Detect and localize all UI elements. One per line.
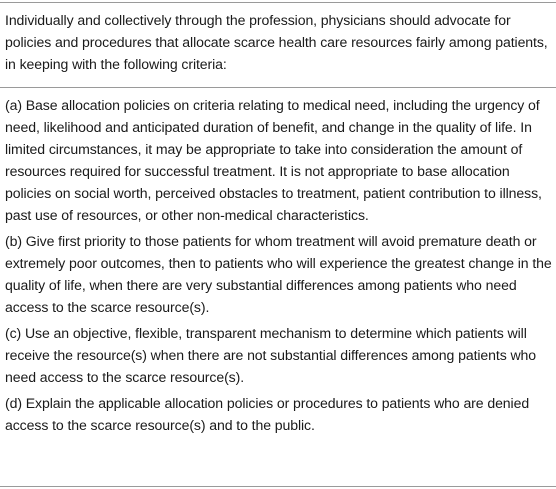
intro-paragraph: Individually and collectively through the profession, physicians should advocate for policies and procedures that allocate scarce health care resources fairly among patients, in keeping with the following criteria: (5, 12, 548, 72)
table-bottom-rule (0, 486, 556, 487)
criteria-list (5, 94, 553, 436)
criterion-b: (b) Give first priority to those patients for whom treatment will avoid premature death or extremely poor outcomes, then to patients who will experience the greatest change in the quality of life, when there are very substantial differences among patients who need access to the scarce resource(s). (5, 233, 552, 315)
criterion-a: (a) Base allocation policies on criteria relating to medical need, including the urgency of need, likelihood and anticipated duration of benefit, and change in the quality of life. In limited circumstances, it may be appropriate to take into consideration the amount of resources required for successful treatment. It is not appropriate to base allocation policies on social worth, perceived obstacles to treatment, patient contribution to illness, past use of resources, or other non-medical characteristics. (5, 97, 542, 223)
table-top-rule (0, 2, 556, 3)
table-header-rule (0, 87, 556, 88)
criterion-d: (d) Explain the applicable allocation policies or procedures to patients who are denied access to the scarce resource(s) and to the public. (5, 395, 530, 433)
criterion-c: (c) Use an objective, flexible, transparent mechanism to determine which patients will receive the resource(s) when there are not substantial differences among patients who need access to the scarce resource(s). (5, 325, 537, 385)
